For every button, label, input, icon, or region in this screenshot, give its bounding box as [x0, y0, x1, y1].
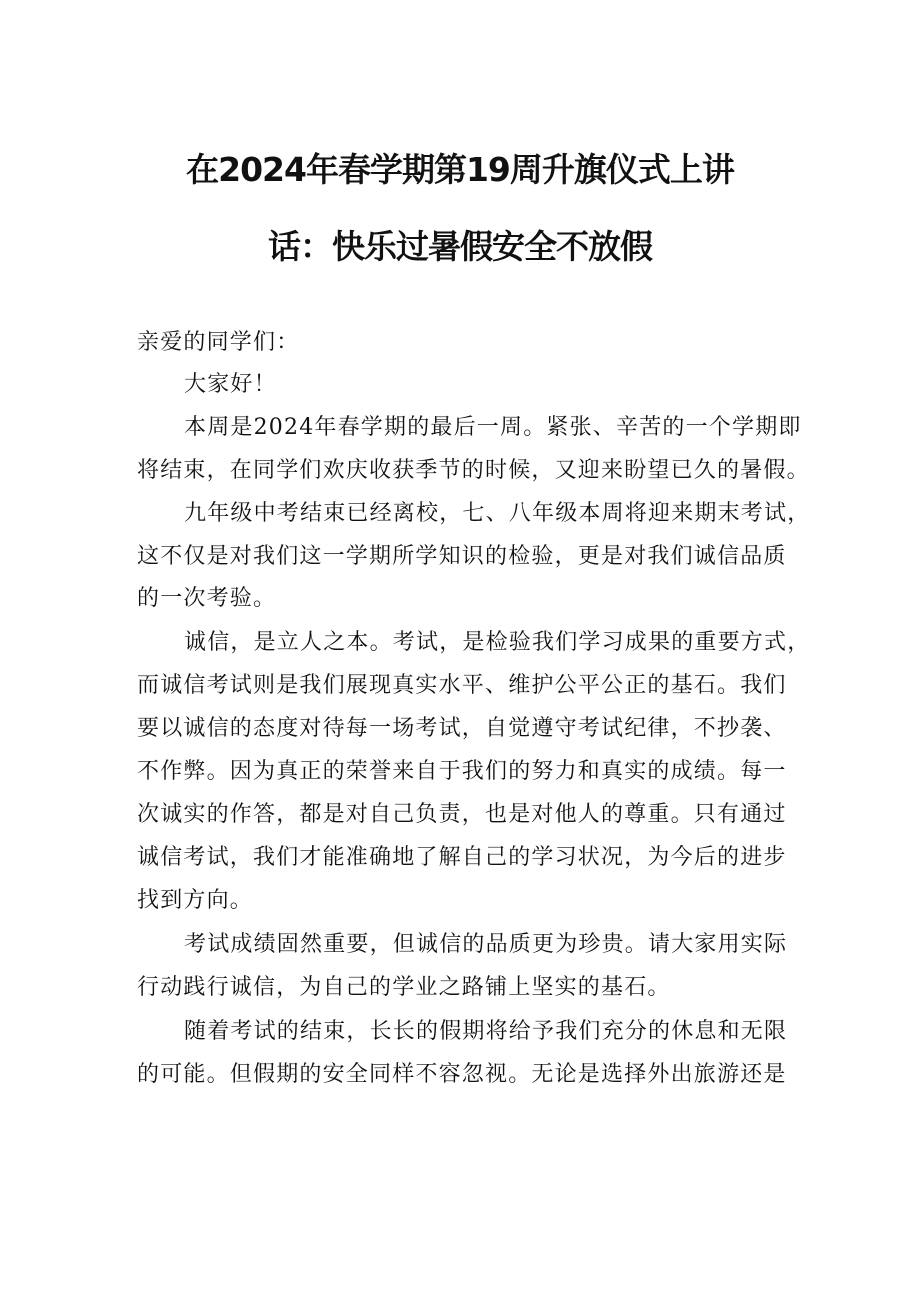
paragraph-line: 考试成绩固然重要，但诚信的品质更为珍贵。请大家用实际 — [184, 932, 788, 957]
paragraph-line: 诚信，是立人之本。考试，是检验我们学习成果的重要方式， — [184, 630, 811, 655]
paragraph-line: 而诚信考试则是我们展现真实水平、维护公平公正的基石。我们 — [137, 673, 787, 698]
paragraph-line: 九年级中考结束已经离校，七、八年级本周将迎来期末考试， — [184, 501, 811, 526]
paragraph-line: 本周是2024年春学期的最后一周。紧张、辛苦的一个学期即 — [184, 415, 802, 440]
paragraph-line: 的一次考验。 — [137, 586, 277, 611]
paragraph-line: 这不仅是对我们这一学期所学知识的检验，更是对我们诚信品质 — [137, 544, 787, 569]
paragraph-line: 的可能。但假期的安全同样不容忽视。无论是选择外出旅游还是 — [137, 1062, 787, 1087]
document-title-line-2: 话：快乐过暑假安全不放假 — [268, 227, 652, 266]
paragraph-line: 不作弊。因为真正的荣誉来自于我们的努力和真实的成绩。每一 — [137, 759, 787, 784]
paragraph-line: 将结束，在同学们欢庆收获季节的时候，又迎来盼望已久的暑假。 — [137, 458, 810, 483]
paragraph-line: 要以诚信的态度对待每一场考试，自觉遵守考试纪律，不抄袭、 — [137, 716, 787, 741]
paragraph-line: 随着考试的结束，长长的假期将给予我们充分的休息和无限 — [184, 1019, 788, 1044]
greeting: 大家好！ — [184, 372, 277, 397]
paragraph-line: 找到方向。 — [137, 888, 254, 913]
salutation: 亲爱的同学们： — [137, 330, 300, 355]
document-title-line-1: 在2024年春学期第19周升旗仪式上讲 — [186, 150, 734, 189]
paragraph-line: 行动践行诚信，为自己的学业之路铺上坚实的基石。 — [137, 975, 671, 1000]
paragraph-line: 次诚实的作答，都是对自己负责，也是对他人的尊重。只有通过 — [137, 802, 787, 827]
paragraph-line: 诚信考试，我们才能准确地了解自己的学习状况，为今后的进步 — [137, 845, 787, 870]
